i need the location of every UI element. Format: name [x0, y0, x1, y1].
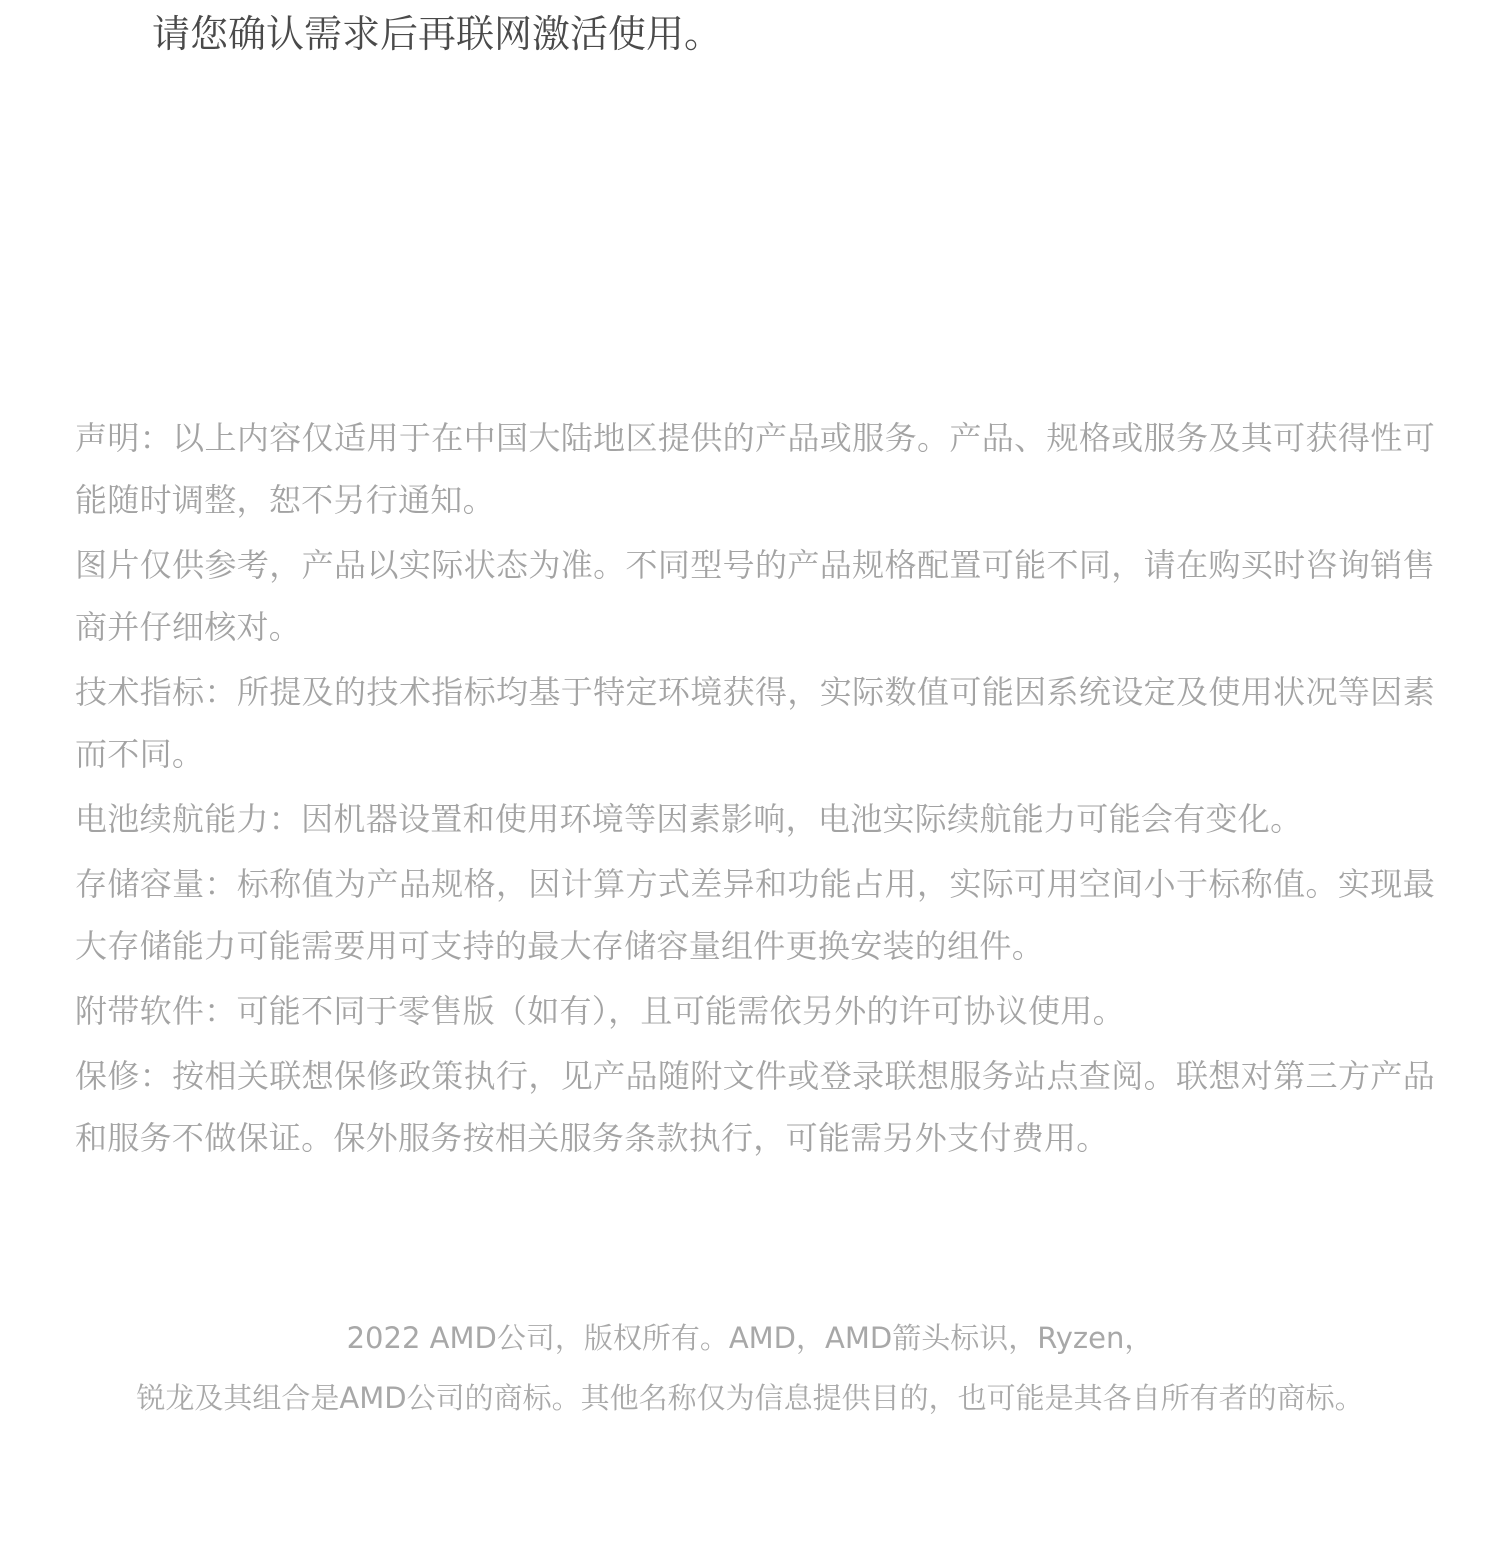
disclaimer-images: 图片仅供参考，产品以实际状态为准。不同型号的产品规格配置可能不同，请在购买时咨询销售商并仔细核对。: [75, 546, 1435, 646]
trademark-footer: [0, 1308, 1500, 1428]
disclaimer-software: 附带软件：可能不同于零售版（如有），且可能需依另外的许可协议使用。: [75, 992, 1125, 1030]
trademark-line: 锐龙及其组合是AMD公司的商标。其他名称仅为信息提供目的，也可能是其各自所有者的商标。: [136, 1381, 1364, 1415]
disclaimer-storage: 存储容量：标称值为产品规格，因计算方式差异和功能占用，实际可用空间小于标称值。实现最大存储能力可能需要用可支持的最大存储容量组件更换安装的组件。: [75, 865, 1435, 965]
disclaimer-section: [75, 407, 1435, 1172]
activation-note: 请您确认需求后再联网激活使用。: [152, 12, 723, 56]
copyright-line: 2022 AMD公司，版权所有。AMD，AMD箭头标识，Ryzen，: [346, 1321, 1154, 1355]
disclaimer-battery: 电池续航能力：因机器设置和使用环境等因素影响，电池实际续航能力可能会有变化。: [75, 800, 1303, 838]
disclaimer-tech-specs: 技术指标：所提及的技术指标均基于特定环境获得，实际数值可能因系统设定及使用状况等因素而不同。: [75, 673, 1435, 773]
disclaimer-statement: 声明：以上内容仅适用于在中国大陆地区提供的产品或服务。产品、规格或服务及其可获得性可能随时调整，恕不另行通知。: [75, 419, 1435, 519]
disclaimer-warranty: 保修：按相关联想保修政策执行，见产品随附文件或登录联想服务站点查阅。联想对第三方产品和服务不做保证。保外服务按相关服务条款执行，可能需另外支付费用。: [75, 1057, 1435, 1157]
